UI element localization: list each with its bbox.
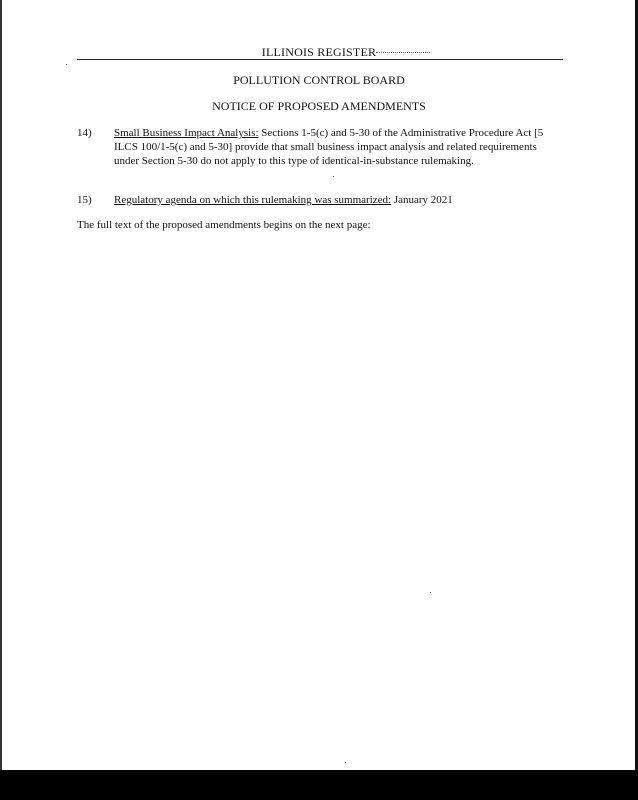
scan-bottom-band — [0, 770, 638, 800]
item-14 — [77, 126, 563, 186]
notice-title: NOTICE OF PROPOSED AMENDMENTS — [212, 99, 426, 113]
item-text: January 2021 — [393, 194, 453, 206]
item-15 — [77, 193, 563, 209]
board-name: POLLUTION CONTROL BOARD — [233, 73, 405, 87]
scan-speck — [345, 762, 346, 763]
item-number: 15) — [77, 194, 92, 206]
scan-left-edge — [0, 0, 2, 770]
scan-speck — [430, 592, 431, 593]
item-body — [114, 126, 560, 168]
full-text-note: The full text of the proposed amendments begins on the next page: — [77, 219, 371, 231]
header-dotted-line — [376, 51, 430, 53]
item-number: 14) — [77, 127, 92, 139]
item-body — [114, 193, 560, 207]
header-rule — [77, 59, 563, 60]
item-label: Small Business Impact Analysis: — [114, 127, 259, 139]
scan-speck — [333, 176, 334, 177]
scan-speck — [66, 64, 67, 65]
item-text: Sections 1-5(c) and 5-30 of the Administrative Procedure Act [5 ILCS 100/1-5(c) and 5-30] provide that small business impact analysis and related requirements under Section 5-30 do not apply to this type of identical-in-substance rulemaking. — [114, 127, 544, 167]
register-title: ILLINOIS REGISTER — [261, 45, 377, 59]
item-label: Regulatory agenda on which this rulemaking was summarized: — [114, 194, 392, 206]
